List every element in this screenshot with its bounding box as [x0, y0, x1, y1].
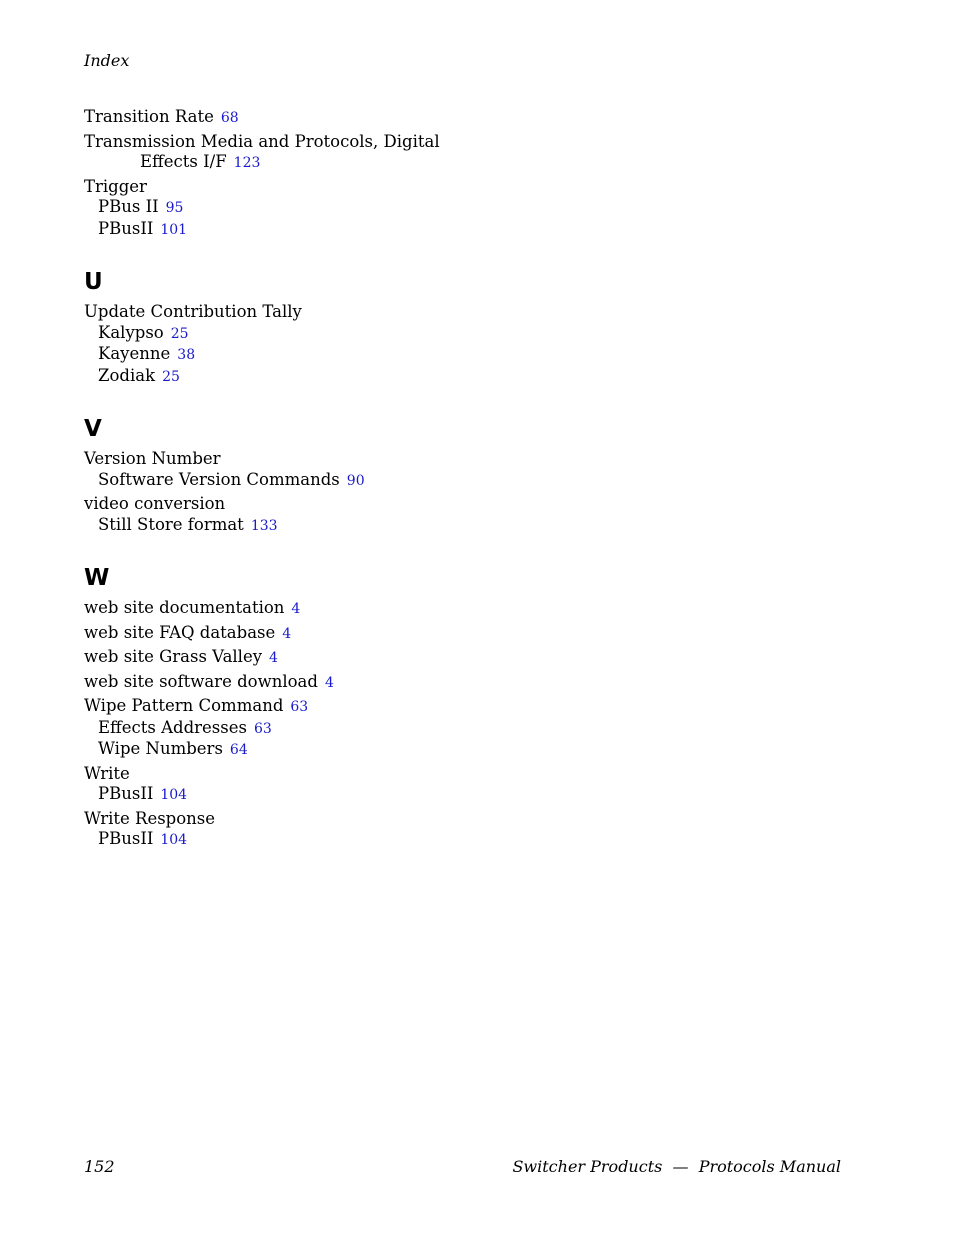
entry-text: PBusII	[98, 218, 154, 238]
index-entry	[84, 623, 784, 645]
index-subentry	[84, 197, 784, 219]
index-subentry	[84, 470, 784, 492]
index-entry	[84, 598, 784, 620]
page-link[interactable]: 64	[229, 742, 248, 758]
page-link[interactable]: 68	[220, 110, 239, 126]
index-entry	[84, 107, 784, 129]
index-entry	[84, 302, 784, 323]
footer-manual: Protocols Manual	[698, 1157, 841, 1176]
entry-text: web site documentation	[84, 598, 285, 617]
page-link[interactable]: 25	[170, 325, 189, 342]
entry-text: Version Number	[84, 449, 221, 468]
entry-text: Transmission Media and Protocols, Digital	[84, 131, 440, 151]
entry-text: web site FAQ database	[84, 622, 276, 642]
page-link[interactable]: 25	[162, 368, 180, 385]
entry-text: Effects Addresses	[98, 717, 247, 737]
entry-text: Update Contribution Tally	[84, 302, 302, 321]
footer-title	[512, 1157, 841, 1176]
index-entry	[84, 132, 784, 153]
page-link[interactable]: 4	[269, 650, 278, 666]
entry-text: web site Grass Valley	[84, 647, 263, 666]
entry-text: Transition Rate	[84, 107, 214, 126]
entry-text: Kalypso	[98, 322, 164, 342]
index-section	[84, 268, 784, 387]
page-link[interactable]: 63	[290, 699, 309, 715]
index-content	[84, 107, 784, 851]
entry-text: PBus II	[98, 197, 159, 216]
page-link[interactable]: 133	[250, 517, 278, 534]
footer-product: Switcher Products	[512, 1157, 663, 1176]
index-subentry	[84, 344, 784, 366]
entry-text: Still Store format	[98, 514, 244, 534]
entry-text: web site software download	[84, 671, 318, 691]
entry-text: Software Version Commands	[98, 469, 340, 489]
index-subentry	[84, 515, 784, 537]
entry-text: Write	[84, 763, 130, 783]
index-entry	[84, 809, 784, 830]
index-subentry	[84, 718, 784, 740]
page-link[interactable]: 95	[165, 200, 184, 216]
index-entry	[84, 152, 784, 174]
index-entry	[84, 696, 784, 718]
section-letter: U	[84, 269, 103, 295]
index-entry	[84, 449, 784, 470]
section-letter: W	[84, 565, 110, 591]
index-section	[84, 107, 784, 240]
entry-text: Effects I/F	[140, 152, 227, 171]
index-subentry	[84, 219, 784, 241]
index-entry	[84, 647, 784, 669]
entry-text: Kayenne	[98, 344, 171, 363]
index-subentry	[84, 323, 784, 345]
index-section	[84, 415, 784, 536]
page-link[interactable]: 123	[233, 155, 261, 171]
index-entry	[84, 177, 784, 198]
page-link[interactable]: 104	[160, 787, 188, 803]
entry-text: Write Response	[84, 808, 216, 828]
page-link[interactable]: 4	[282, 625, 292, 642]
page-link[interactable]: 101	[160, 221, 188, 238]
index-entry	[84, 764, 784, 785]
entry-text: PBusII	[98, 784, 154, 803]
footer-separator: —	[672, 1157, 689, 1176]
entry-text: Zodiak	[98, 365, 156, 385]
index-entry	[84, 672, 784, 694]
running-head: Index	[84, 51, 130, 70]
index-section	[84, 564, 784, 851]
entry-text: Wipe Numbers	[98, 739, 223, 758]
entry-text: Trigger	[84, 176, 147, 196]
index-subentry	[84, 784, 784, 806]
footer-page-number: 152	[84, 1157, 115, 1176]
index-subentry	[84, 829, 784, 851]
section-letter: V	[84, 416, 102, 442]
index-subentry	[84, 739, 784, 761]
index-subentry	[84, 366, 784, 388]
entry-text: PBusII	[98, 829, 154, 848]
page-link[interactable]: 4	[291, 601, 301, 617]
page-link[interactable]: 63	[253, 720, 272, 737]
entry-text: Wipe Pattern Command	[84, 696, 284, 715]
page-link[interactable]: 104	[160, 832, 188, 848]
entry-text: video conversion	[84, 494, 226, 513]
page-link[interactable]: 38	[177, 347, 196, 363]
page-link[interactable]: 90	[346, 472, 365, 489]
page-link[interactable]: 4	[324, 674, 334, 691]
index-entry	[84, 494, 784, 515]
